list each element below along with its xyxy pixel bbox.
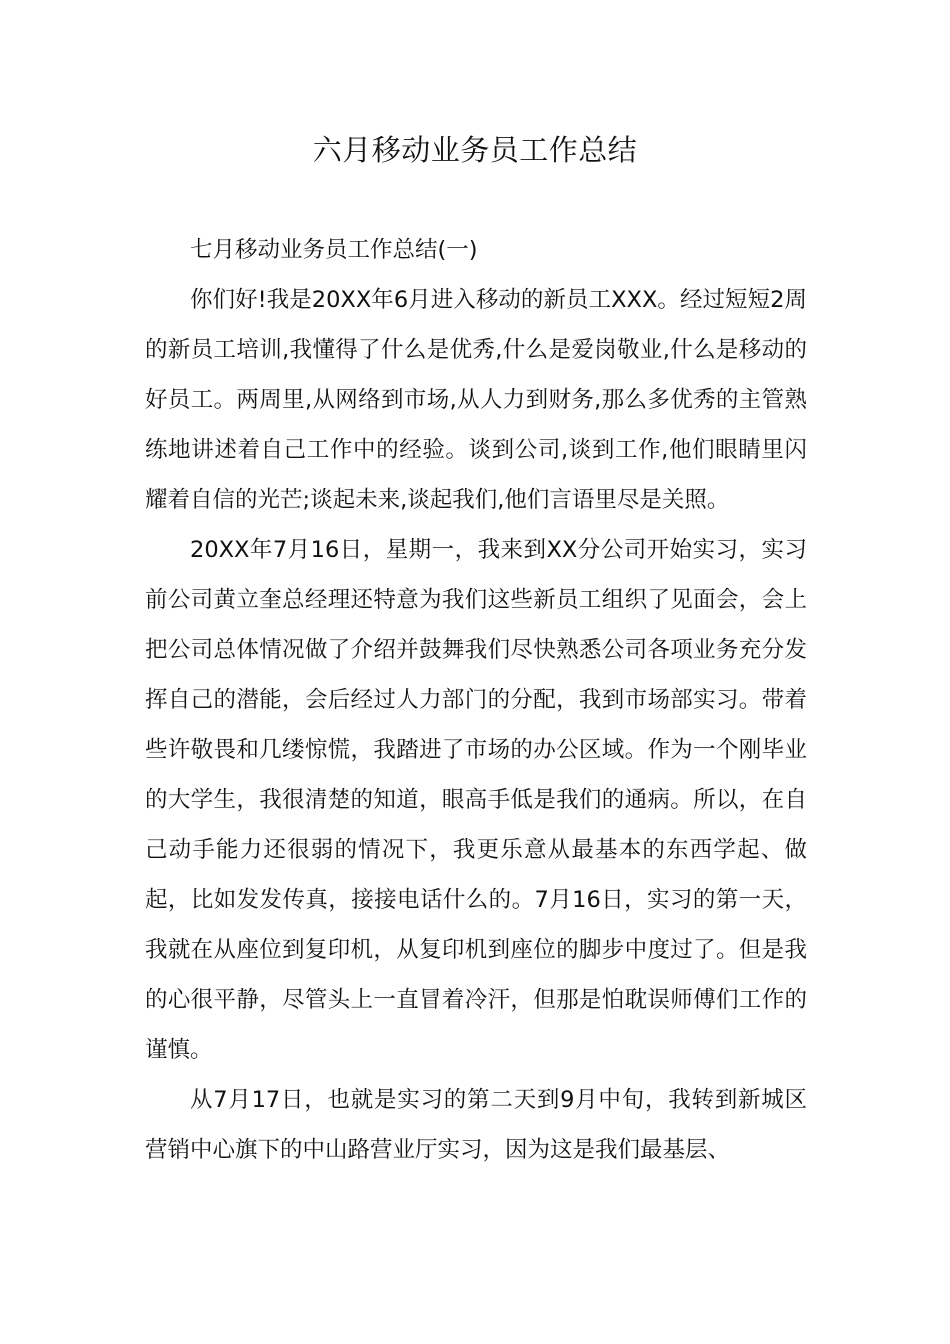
document-body (145, 225, 807, 1175)
paragraph: 你们好!我是20XX年6月进入移动的新员工XXX。经过短短2周的新员工培训,我懂得了什么是优秀,什么是爱岗敬业,什么是移动的好员工。两周里,从网络到市场,从人力到财务,那么多优秀的主管熟练地讲述着自己工作中的经验。谈到公司,谈到工作,他们眼睛里闪耀着自信的光芒;谈起未来,谈起我们,他们言语里尽是关照。 (145, 287, 807, 513)
document-title: 六月移动业务员工作总结 (312, 133, 638, 167)
paragraph-subtitle: 七月移动业务员工作总结(一) (190, 237, 478, 263)
paragraph: 20XX年7月16日，星期一，我来到XX分公司开始实习，实习前公司黄立奎总经理还特意为我们这些新员工组织了见面会，会上把公司总体情况做了介绍并鼓舞我们尽快熟悉公司各项业务充分发挥自己的潜能，会后经过人力部门的分配，我到市场部实习。带着些许敬畏和几缕惊慌，我踏进了市场的办公区域。作为一个刚毕业的大学生，我很清楚的知道，眼高手低是我们的通病。所以，在自己动手能力还很弱的情况下，我更乐意从最基本的东西学起、做起，比如发发传真，接接电话什么的。7月16日，实习的第一天，我就在从座位到复印机，从复印机到座位的脚步中度过了。但是我的心很平静，尽管头上一直冒着冷汗，但那是怕耽误师傅们工作的谨慎。 (145, 537, 807, 1063)
paragraph: 从7月17日，也就是实习的第二天到9月中旬，我转到新城区营销中心旗下的中山路营业厅实习，因为这是我们最基层、 (145, 1087, 807, 1163)
